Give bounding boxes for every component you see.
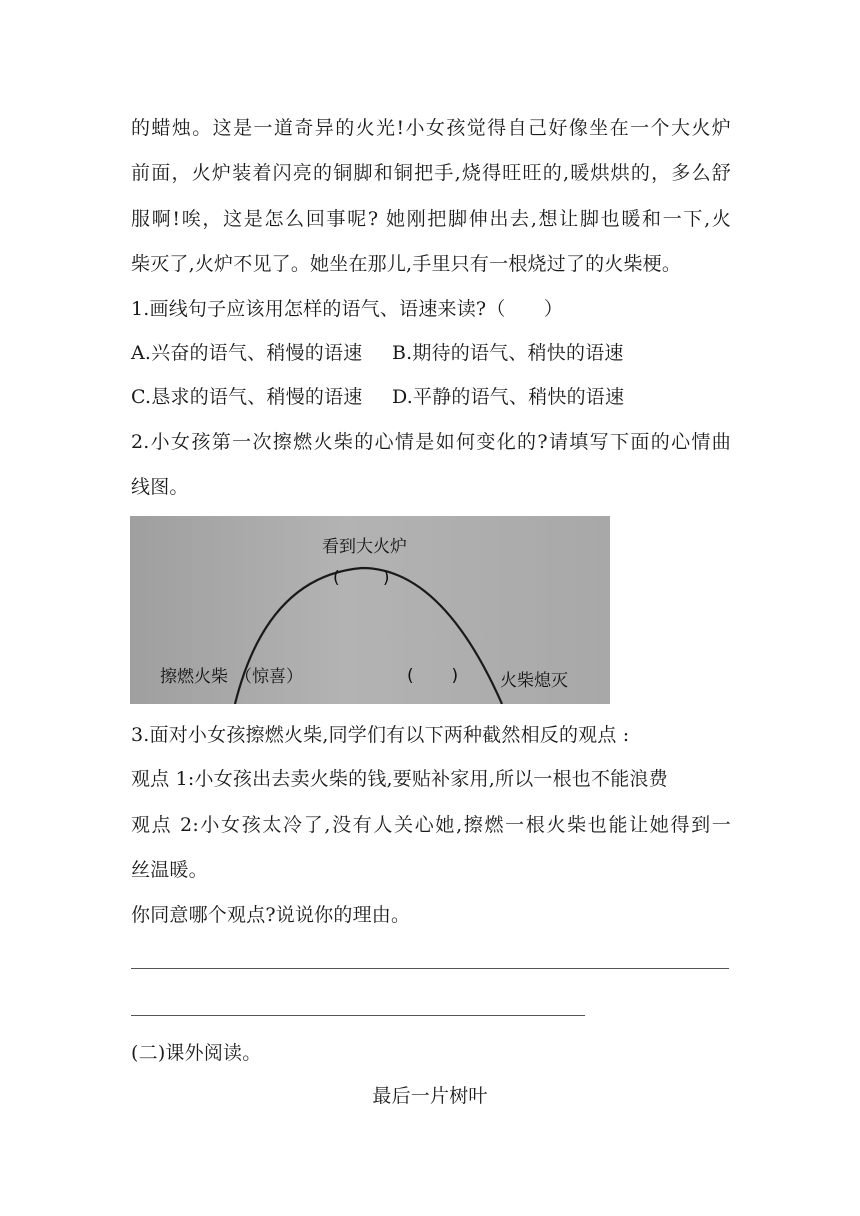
answer-line-2[interactable] (131, 1015, 585, 1016)
question-2-stem-cont: 线图。 (131, 476, 189, 498)
label-see-stove: 看到大火炉 (322, 537, 407, 557)
story-title: 最后一片树叶 (372, 1085, 488, 1107)
label-strike-match: 擦燃火柴 (160, 667, 228, 687)
label-match-out: 火柴熄灭 (500, 671, 568, 691)
question-1-stem: 1.画线句子应该用怎样的语气、语速来读?（ ） (131, 298, 564, 320)
mood-curve-figure (130, 516, 610, 704)
option-b: B.期待的语气、稍快的语速 (392, 342, 624, 364)
passage-line: 柴灭了,火炉不见了。她坐在那儿,手里只有一根烧过了的火柴梗。 (131, 253, 682, 275)
passage-line: 的蜡烛。这是一道奇异的火光!小女孩觉得自己好像坐在一个大火炉 (131, 117, 731, 139)
answer-line-1[interactable] (131, 968, 729, 969)
blank-right: ( ) (407, 666, 459, 686)
question-3-stem: 3.面对小女孩擦燃火柴,同学们有以下两种截然相反的观点 : (131, 724, 630, 746)
viewpoint-2: 观点 2:小女孩太冷了,没有人关心她,擦燃一根火柴也能让她得到一 (131, 814, 731, 836)
question-3-ask: 你同意哪个观点?说说你的理由。 (131, 904, 411, 926)
passage-line: 前面，火炉装着闪亮的铜脚和铜把手,烧得旺旺的,暖烘烘的，多么舒 (131, 162, 731, 184)
section-heading: (二)课外阅读。 (131, 1042, 262, 1064)
passage-line: 服啊!唉，这是怎么回事呢? 她刚把脚伸出去,想让脚也暖和一下,火 (131, 208, 731, 230)
question-2-stem: 2.小女孩第一次擦燃火柴的心情是如何变化的?请填写下面的心情曲 (131, 431, 731, 453)
option-c: C.恳求的语气、稍慢的语速 (131, 386, 363, 408)
blank-top: ( ) (333, 568, 390, 588)
value-surprise: （惊喜） (235, 667, 303, 687)
option-a: A.兴奋的语气、稍慢的语速 (131, 342, 363, 364)
viewpoint-1: 观点 1:小女孩出去卖火柴的钱,要贴补家用,所以一根也不能浪费 (131, 768, 668, 790)
viewpoint-2-cont: 丝温暖。 (131, 859, 208, 881)
option-d: D.平静的语气、稍快的语速 (392, 386, 625, 408)
